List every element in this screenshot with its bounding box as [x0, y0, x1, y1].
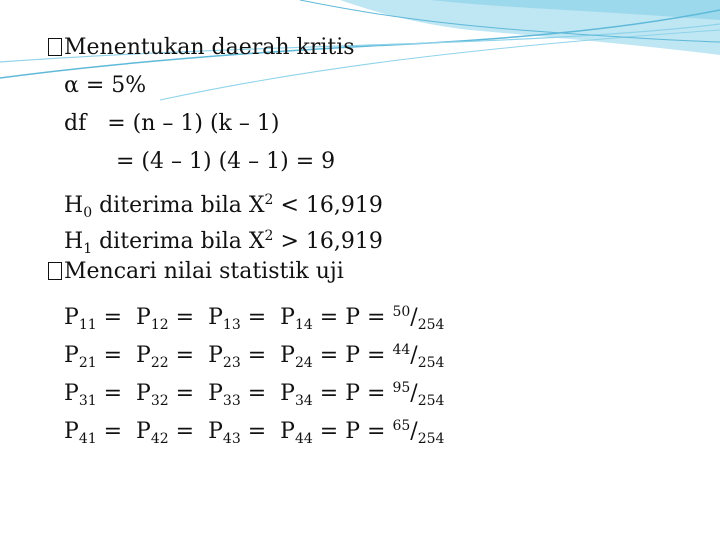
p-row: $P_{41} = P_{42} = P_{43} = P_{44} = P = ^{65}/_{254}$	[64, 418, 445, 447]
bullet-icon	[48, 38, 62, 56]
p-row: $P_{11} = P_{12} = P_{13} = P_{14} = P = ^{50}/_{254}$	[64, 304, 445, 333]
df-line: df = (n – 1) (k – 1)	[64, 111, 280, 136]
h1-line: $H_1$ diterima bila $X^2 > 16,919$	[64, 228, 383, 257]
heading-test-statistic: Mencari nilai statistik uji	[48, 258, 344, 286]
alpha-symbol: α	[64, 73, 79, 98]
p-row: $P_{21} = P_{22} = P_{23} = P_{24} = P = ^{44}/_{254}$	[64, 342, 445, 371]
alpha-line: α = 5%	[64, 73, 147, 98]
heading-critical-region: Menentukan daerah kritis	[48, 34, 355, 62]
h0-line: $H_0$ diterima bila $X^2 < 16,919$	[64, 192, 383, 221]
p-row: $P_{31} = P_{32} = P_{33} = P_{34} = P = ^{95}/_{254}$	[64, 380, 445, 409]
bullet-icon	[48, 262, 62, 280]
df-result-line: = (4 – 1) (4 – 1) = 9	[116, 149, 336, 174]
